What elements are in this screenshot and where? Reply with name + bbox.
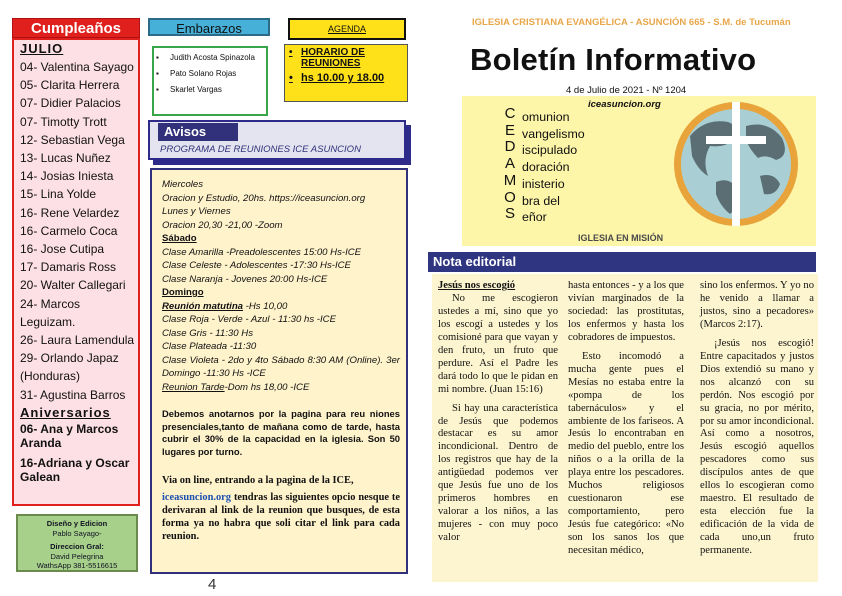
birthday-item: 24- Marcos Leguizam. [20,296,81,329]
cedamos-letter: A [504,155,515,173]
editorial-paragraph: sino los enfermos. Y yo no he venido a llamar a justos, sino a pecadores» (Marcos 2:17). [700,280,814,330]
website-label[interactable]: iceasuncion.org [588,99,661,110]
cedamos-letter: E [504,121,515,139]
birthday-item: 29- Orlando Japaz (Honduras) [20,351,119,384]
editorial-header: Nota editorial [428,252,816,272]
pregnancies-header: Embarazos [148,18,270,36]
editorial-paragraph: hasta entonces - y a los que vivían marginados de la sociedad: las prostitutas, los enfermos y hasta los cobradores de impuestos. [568,280,684,343]
globe-cross-icon [650,96,810,246]
birthdays-header: Cumpleaños [12,18,140,38]
editorial-column-2 [568,280,684,558]
credits-line: WathsApp 381-5516615 [36,561,118,570]
pregnancy-item: ▪ Pato Solano Rojas [156,69,237,78]
schedule-line: Reunion Tarde-Dom hs 18,00 -ICE [162,381,310,393]
birthday-item: 14- Josias Iniesta [20,169,114,184]
agenda-schedule-title: • HORARIO DE REUNIONES [289,47,365,69]
online-notice: Via on line, entrando a la pagina de la ICE, [162,475,354,487]
cedamos-letter: O [504,188,516,206]
bullet-icon: ▪ [156,69,159,78]
page-title: Boletín Informativo [470,42,757,77]
pregnancies-panel [152,46,268,116]
credits-line: David Pelegrina [50,551,104,561]
registration-notice: Debemos anotarnos por la pagina para reu niones presenciales,tanto de mañana como de tarde, hasta cubrir el 30% de la capacidad en la iglesia. Son 50 lugares por turno. [162,408,400,457]
schedule-day: Lunes y Viernes [162,206,231,217]
cedamos-letter: S [504,205,515,223]
cedamos-letter: M [503,171,517,189]
schedule-line: Reunión matutina -Hs 10,00 [162,300,288,312]
issue-date: 4 de Julio de 2021 - Nº 1204 [566,85,687,96]
editorial-paragraph: Si hay una característica de Jesús que podemos destacar es su amor incondicional. Dentro de los registros que hay de la antigüedad podemos ver que Jesús fue uno de los primeros hombres en valorar a los niños, a las mujeres - con muy poco valor [438,402,558,544]
cedamos-word: bra del [522,193,560,208]
pregnancy-item: ▪ Skarlet Vargas [156,85,222,94]
cedamos-word: iscipulado [522,143,578,158]
anniversaries-title: Aniversarios [20,404,111,420]
cedamos-letters [498,106,522,223]
schedule-line: Clase Naranja - Jovenes 20:00 Hs-ICE [162,273,328,285]
schedule-line: Clase Roja - Verde - Azul - 11:30 hs -ICE [162,314,336,325]
schedule-line: Oracion y Estudio, 20hs. https://iceasuncion.org [162,192,366,204]
agenda-header: AGENDA [288,18,406,40]
editorial-paragraph: ¡Jesús nos escogió! Entre capacitados y justos Dios extendió su mano y nos alcanzó con su perdón. Nos escogió por su gracia, no por mérito, por su amor incondicional. Así como a nosotros, Jesús escogió aquellos pescadores como sus discípulos antes de que ellos lo escogieran como maestro. El resultado de esta elección fue la edificación de la vida de cada uno,un fruto permanente. [700,337,814,557]
birthdays-panel [12,38,140,506]
credits-line: Diseño y Edicion [46,519,108,528]
agenda-panel [284,44,408,102]
editorial-column-1 [438,280,558,545]
editorial-panel [432,274,818,582]
anniversaries-list [20,422,138,485]
schedule-line: Clase Amarilla -Preadolescentes 15:00 Hs-ICE [162,246,362,258]
credits-box [16,514,138,572]
schedule-line: Clase Violeta - 2do y 4to Sábado 8:30 AM (Online). 3er Domingo -11:30 Hs -ICE [162,354,400,379]
bullet-icon: ▪ [156,85,159,94]
schedule-line: Clase Celeste - Adolescentes -17:30 Hs-ICE [162,260,351,271]
website-link[interactable]: iceasuncion.org [162,491,231,503]
birthday-item: 15- Lina Yolde [20,187,97,202]
editorial-column-3 [700,280,814,558]
birthday-item: 07- Timotty Trott [20,114,107,129]
pregnancy-item: ▪ Judith Acosta Spinazola [156,53,255,62]
birthday-item: 26- Laura Lamendula [20,333,135,348]
schedule-line: Oracion 20,30 -21,00 -Zoom [162,219,283,231]
anniversary-item: 16-Adriana y Oscar Galean [20,455,130,485]
schedule-line: Clase Gris - 11:30 Hs [162,327,253,339]
birthday-item: 16- Carmelo Coca [20,223,118,238]
credits-line: Pablo Sayago- [52,528,102,538]
editorial-paragraph: Esto incomodó a mucha gente pues el Mesías no estaba entre la «pompa de los tabernáculos» y el ambiente de los fariseos. A Jesús lo encontraban en medio del pueblo, entre los niños o a la orilla de la playa entre los pescadores. Muchos religiosos cuestionaron ese comportamiento, pero Jesús fue categórico: «No son los sanos los que necesitan médico, [568,350,684,557]
page-number: 4 [208,576,217,593]
schedule-day: Miercoles [162,179,204,190]
schedule-day-saturday: Sábado [162,233,197,244]
cedamos-word: omunion [522,110,570,124]
cedamos-word: inisterio [522,176,565,191]
birthday-item: 31- Agustina Barros [20,387,126,402]
birthdays-month: JULIO [20,41,64,56]
notices-header [148,120,406,160]
birthday-item: 17- Damaris Ross [20,260,117,275]
notices-title: Avisos [158,123,238,141]
church-name: IGLESIA CRISTIANA EVANGÉLICA - ASUNCIÓN 665 - S.M. de Tucumán [472,17,791,28]
credits-line: Direccion Gral: [50,542,104,551]
schedule-line: Clase Plateada -11:30 [162,341,257,352]
cedamos-word: eñor [522,210,547,225]
online-notice-detail: iceasuncion.org tendras las siguientes opcio nesque te derivaran al link de la reunion que busques, de esta forma ya no habra que soli citar el link para cada reunion. [162,491,400,543]
birthday-item: 13- Lucas Nuñez [20,151,111,166]
notices-subtitle: PROGRAMA DE REUNIONES ICE ASUNCION [160,144,361,155]
anniversary-item: 06- Ana y Marcos Aranda [20,421,119,451]
cedamos-letter: C [504,105,516,122]
editorial-paragraph: No me escogieron ustedes a mí, sino que yo los escogí a ustedes y los comisioné para que vayan y den fruto, un fruto que perdure. Así el Padre les dará todo lo que le pidan en mi nombre. (Juan 15:16) [438,292,558,395]
birthdays-list [20,58,138,404]
agenda-schedule-hours: • hs 10.00 y 18.00 [289,72,385,84]
cedamos-word: vangelismo [522,126,585,141]
birthday-item: 05- Clarita Herrera [20,78,120,93]
schedule-day-sunday: Domingo [162,287,204,298]
cedamos-words [522,109,585,226]
notices-panel [150,168,408,574]
mission-label: IGLESIA EN MISIÓN [578,233,664,243]
birthday-item: 04- Valentina Sayago [20,60,134,74]
cedamos-word: doración [522,160,570,175]
birthday-item: 16- Rene Velardez [20,205,120,220]
bullet-icon: ▪ [156,53,159,62]
birthday-item: 20- Walter Callegari [20,278,126,293]
birthday-item: 07- Didier Palacios [20,96,121,111]
cedamos-letter: D [504,138,516,156]
birthday-item: 12- Sebastian Vega [20,132,125,147]
editorial-heading: Jesús nos escogió [438,280,516,291]
birthday-item: 16- Jose Cutipa [20,242,105,257]
